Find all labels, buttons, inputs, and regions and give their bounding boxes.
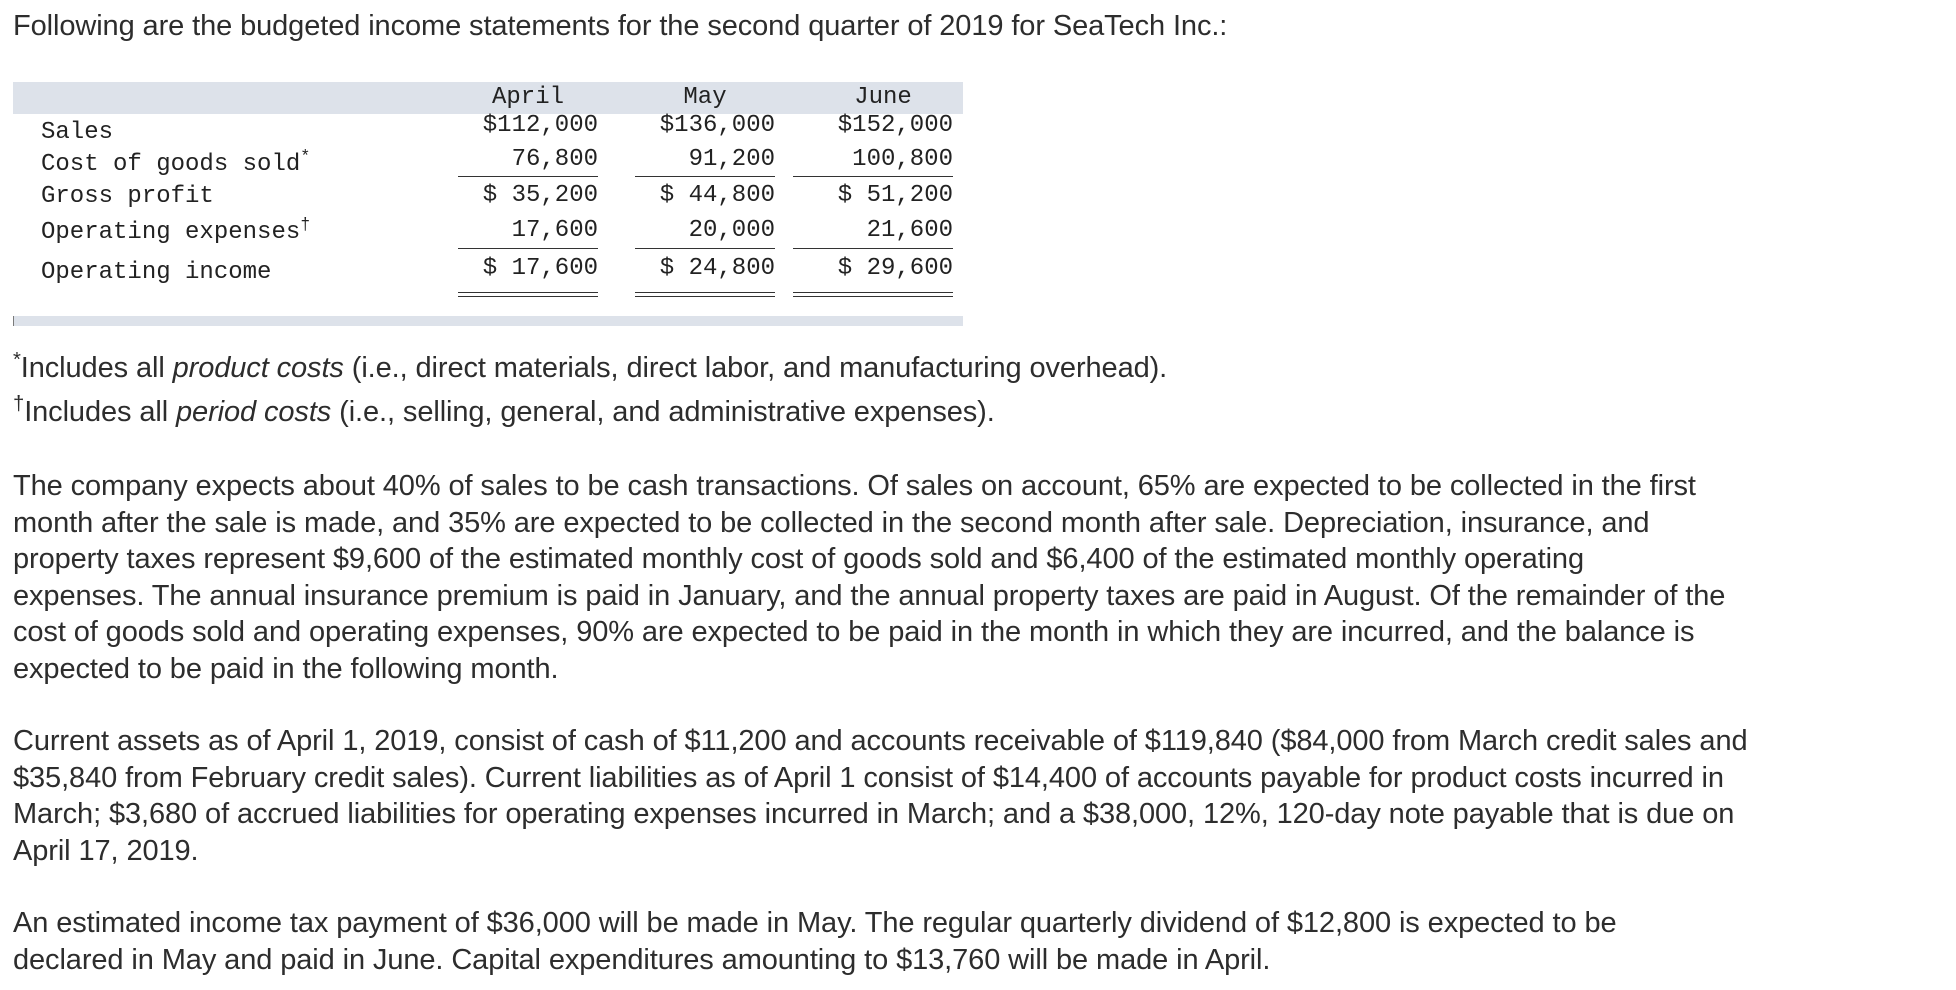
- table-cell: 21,600: [866, 217, 953, 244]
- table-cell: $ 24,800: [659, 255, 775, 282]
- footnote-period-costs: †Includes all period costs (i.e., selling, general, and administrative expenses).: [13, 392, 995, 428]
- column-header-may: May: [683, 84, 727, 111]
- table-cell: $152,000: [837, 112, 953, 139]
- table-cell: 100,800: [852, 146, 953, 173]
- footnote-marker-asterisk: *: [300, 147, 311, 167]
- footnote-marker-dagger: †: [300, 215, 311, 235]
- table-cell: 76,800: [511, 146, 598, 173]
- total-double-rule: [793, 292, 953, 297]
- table-cell: $ 51,200: [837, 182, 953, 209]
- subtotal-rule: [458, 176, 598, 177]
- table-cell: 91,200: [688, 146, 775, 173]
- subtotal-rule: [793, 176, 953, 177]
- subtotal-rule: [635, 176, 775, 177]
- column-header-april: April: [491, 84, 564, 111]
- row-label-operating-expenses: Operating expenses†: [41, 215, 311, 246]
- subtotal-rule: [458, 248, 598, 249]
- row-label-gross-profit: Gross profit: [41, 183, 214, 210]
- intro-text: Following are the budgeted income statements for the second quarter of 2019 for SeaTech Inc.:: [13, 10, 1228, 42]
- table-cell: $112,000: [482, 112, 598, 139]
- table-cell: $ 44,800: [659, 182, 775, 209]
- table-footer-band: [13, 316, 963, 326]
- row-label-cost-of-goods-sold: Cost of goods sold*: [41, 147, 311, 178]
- footnote-product-costs: *Includes all product costs (i.e., direct materials, direct labor, and manufacturing overhead).: [13, 348, 1168, 384]
- table-cell: $ 29,600: [837, 255, 953, 282]
- table-cell: 20,000: [688, 217, 775, 244]
- income-statement-table: [13, 82, 963, 326]
- subtotal-rule: [793, 248, 953, 249]
- table-cell: 17,600: [511, 217, 598, 244]
- subtotal-rule: [635, 248, 775, 249]
- column-header-june: June: [854, 84, 912, 111]
- row-label-sales: Sales: [41, 119, 114, 146]
- table-cell: $ 17,600: [482, 255, 598, 282]
- paragraph-cash-collections: The company expects about 40% of sales to be cash transactions. Of sales on account, 65% are expected to be collected in the first month after the sale is made, and 35% are expected to be collected in the second month after sale. Depreciation, insurance, and property taxes represent $9,600 of the estimated monthly cost of goods sold and $6,400 of the estimated monthly operating expenses. The annual insurance premium is paid in January, and the annual property taxes are paid in August. Of the remainder of the cost of goods sold and operating expenses, 90% are expected to be paid in the month in which they are incurred, and the balance is expected to be paid in the following month.: [13, 470, 1726, 685]
- total-double-rule: [458, 292, 598, 297]
- paragraph-current-assets: Current assets as of April 1, 2019, consist of cash of $11,200 and accounts receivable of $119,840 ($84,000 from March credit sales and $35,840 from February credit sales). Current liabilities as of April 1 consist of $14,400 of accounts payable for product costs incurred in March; $3,680 of accrued liabilities for operating expenses incurred in March; and a $38,000, 12%, 120-day note payable that is due on April 17, 2019.: [13, 725, 1748, 867]
- table-cell: $ 35,200: [482, 182, 598, 209]
- total-double-rule: [635, 292, 775, 297]
- row-label-operating-income: Operating income: [41, 259, 272, 286]
- paragraph-tax-dividend: An estimated income tax payment of $36,000 will be made in May. The regular quarterly dividend of $12,800 is expected to be declared in May and paid in June. Capital expenditures amounting to $13,760 will be made in April.: [13, 907, 1617, 976]
- table-cell: $136,000: [659, 112, 775, 139]
